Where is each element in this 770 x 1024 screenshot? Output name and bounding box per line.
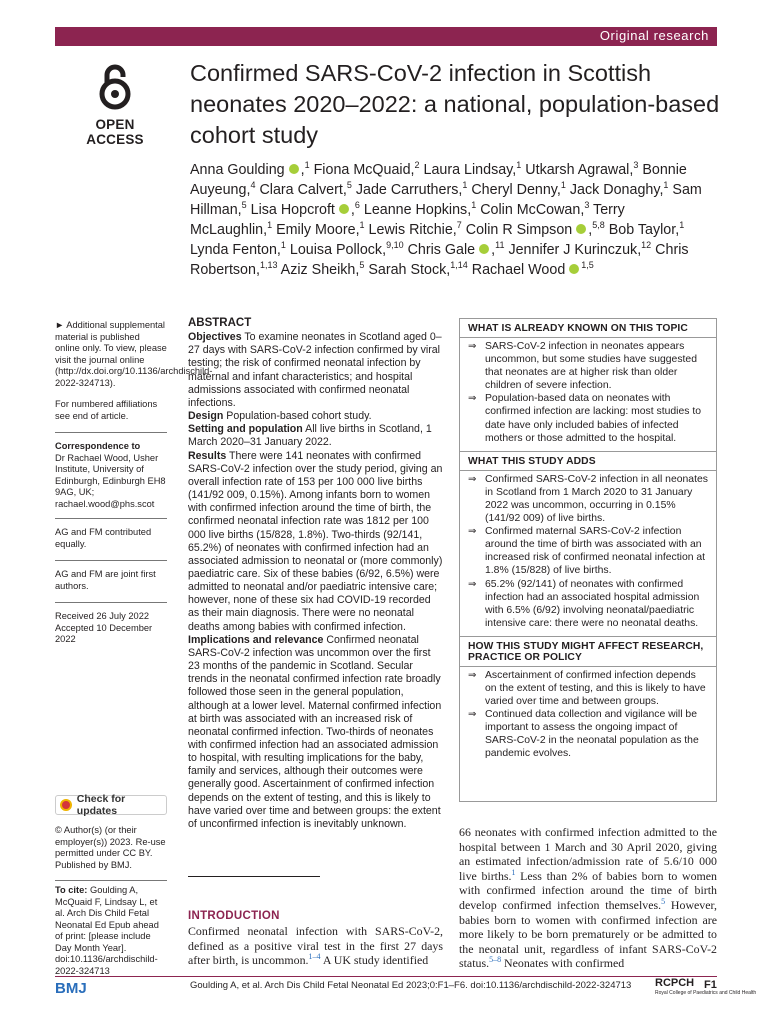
author-name: Jennifer J Kurinczuk (508, 242, 638, 258)
introduction-heading: INTRODUCTION (188, 910, 280, 922)
received-date: Received 26 July 2022 (55, 611, 150, 621)
design-label: Design (188, 410, 224, 423)
summary-point: ⇒ Confirmed SARS-CoV-2 infection in all neonates in Scotland from 1 March 2020 to 31 January 2022 was uncommon, occurring in 0.15% (141/92 009) of live births. (468, 473, 708, 525)
open-access-label: OPEN ACCESS (86, 117, 144, 147)
section-label: Original research (599, 28, 709, 43)
objectives-text: To examine neonates in Scotland aged 0–27 days with SARS-CoV-2 infection confirmed by viral testing; the risk of confirmed neonatal infection by maternal and infant characteristics; and hospital admissions associated with confirmed neonatal infections. (188, 331, 442, 409)
check-updates-label: Check for updates (76, 793, 126, 817)
affiliation-number: 11 (495, 240, 505, 251)
orcid-icon[interactable] (339, 204, 349, 214)
affiliation-number: 12 (641, 240, 652, 251)
setting-label: Setting and population (188, 423, 303, 436)
author-name: Bob Taylor (608, 222, 676, 238)
body-sentence: However, babies born to women with confirmed infection are more likely to be born prematurely or be admitted to the neonatal unit, regardless of infant SARS-CoV-2 status. (459, 897, 717, 971)
affiliation-number: 9,10 (386, 240, 404, 251)
joint-authors-note: AG and FM are joint first authors. (55, 569, 156, 591)
body-sentence: Less than 2% of babies born to women with confirmed infection around the time of birth develop confirmed infection themselves. (459, 868, 717, 912)
footer-citation: Goulding A, et al. Arch Dis Child Fetal Neonatal Ed 2023;0:F1–F6. doi:10.1136/archdischild-2022-324713 (190, 980, 632, 991)
affiliation-number: 5 (346, 180, 352, 191)
author-name: Clara Calvert (259, 182, 343, 198)
body-sentence: 66 neonates with confirmed infection admitted to the hospital between 1 March and 30 April 2020, giving an estimated infection/admission rate of 5.6/10 000 live births. (459, 825, 717, 883)
author-name: Lisa Hopcroft (250, 202, 335, 218)
introduction (188, 910, 443, 968)
section-banner (55, 27, 717, 46)
affiliation-number: 1 (679, 220, 685, 231)
summary-point: ⇒ Ascertainment of confirmed infection depends on the extent of testing, and this is likely to have varied over time and between groups. (468, 669, 708, 708)
copyright-note (55, 825, 167, 871)
body-paragraph (459, 825, 717, 971)
author-name: Jade Carruthers (355, 182, 459, 198)
known-list (460, 338, 716, 451)
author-name: Utkarsh Agrawal (525, 162, 630, 178)
affiliation-number: 3 (633, 160, 639, 171)
cite-text: Goulding A, McQuaid F, Lindsay L, et al. Arch Dis Child Fetal Neonatal Ed Epub ahead of print: [please include Day Month Year]. doi:10.1136/archdischild-2022-324713 (55, 885, 159, 976)
affiliation-number: 1 (471, 200, 477, 211)
affect-section (460, 636, 716, 767)
summary-point: ⇒ Confirmed maternal SARS-CoV-2 infection around the time of birth was associated with an increased risk of confirmed neonatal infection at 1.8% (15/828) of live births. (468, 525, 708, 577)
page-number: F1 (704, 979, 717, 991)
copyright-text: © Author(s) (or their employer(s)) 2023. Re-use permitted under CC BY. Published by BMJ. (55, 825, 166, 870)
rcpch-label: RCPCH (655, 977, 695, 989)
abstract (188, 317, 443, 831)
results-text: There were 141 neonates with confirmed SARS-CoV-2 infection over the study period, giving an overall infection rate of 153 per 100 000 live births (141/92 009, 0.15%). Among infants born to women with confirmed infection around the time of birth, the confirmed neonatal infection rate was 1812 per 100 000 live births (15/828, 1.8%). Two-thirds (92/141, 65.2%) of neonates with confirmed infection had an associated admission to neonatal or (more commonly) paediatric care. Six of these babies (6/92, 6.5%) were admitted to neonatal and/or paediatric intensive care; however, none of these six had COVID-19 recorded as their main diagnosis. There were no neonatal deaths among babies with confirmed infection. (188, 449, 443, 633)
contribution-note: AG and FM contributed equally. (55, 527, 152, 549)
author-name: Colin McCowan (480, 202, 581, 218)
open-access-icon (98, 63, 132, 111)
affiliation-number: 1,13 (259, 260, 278, 271)
author-name: Leanne Hopkins (363, 202, 468, 218)
rcpch-subtitle: Royal College of Paediatrics and Child Health (655, 990, 757, 996)
affiliation-number: 1 (560, 180, 566, 191)
introduction-text (188, 924, 443, 968)
bmj-logo: BMJ (55, 980, 87, 997)
affiliation-number: 5 (359, 260, 365, 271)
orcid-icon[interactable] (569, 264, 579, 274)
reference-link[interactable]: 5 (661, 897, 666, 906)
affiliation-number: 1 (663, 180, 669, 191)
author-name: Cheryl Denny (471, 182, 557, 198)
affiliation-number: 1 (359, 220, 365, 231)
body-sentence: Neonates with confirmed (501, 956, 625, 971)
affiliation-number: 1,14 (450, 260, 468, 271)
cite-label: To cite: (55, 885, 88, 895)
affiliation-number: 1 (267, 220, 273, 231)
author-name: Terry McLaughlin (190, 202, 625, 238)
author-name: Louisa Pollock (289, 242, 383, 258)
orcid-icon[interactable] (479, 244, 489, 254)
affiliation-number: 1 (462, 180, 468, 191)
open-access-badge (70, 63, 160, 147)
affiliation-number: 1 (280, 240, 286, 251)
summary-point: ⇒ Population-based data on neonates with confirmed infection are lacking: most studies to date have only included babies of infected mothers or those admitted to the hospital. (468, 392, 708, 444)
affect-list (460, 667, 716, 767)
intro-sentence: Confirmed neonatal infection with SARS-CoV-2, defined as a positive viral test in the first 27 days after birth, is uncommon. (188, 924, 443, 968)
accepted-date: Accepted 10 December 2022 (55, 622, 153, 644)
author-name: Chris Gale (407, 242, 476, 258)
author-name: Lewis Ritchie (368, 222, 453, 238)
known-section (460, 319, 716, 451)
summary-point: ⇒ SARS-CoV-2 infection in neonates appears uncommon, but some studies have suggested that neonates are at higher risk than older children of severe infection. (468, 340, 708, 392)
divider (55, 560, 167, 561)
summary-point: ⇒ Continued data collection and vigilance will be important to assess the ongoing impact of SARS-CoV-2 in the neonatal population as the pandemic evolves. (468, 708, 708, 760)
abstract-end-rule (188, 876, 320, 877)
summary-box (459, 318, 717, 802)
citation-box (55, 880, 167, 977)
intro-sentence: A UK study identified (320, 953, 429, 968)
affiliation-number: 3 (584, 200, 590, 211)
summary-point: ⇒ 65.2% (92/141) of neonates with confirmed infection had an associated hospital admission with 6.5% (6/92) involving neonatal/paediatric intensive care: there were no neonatal deaths. (468, 578, 708, 630)
affiliation-number: 1 (516, 160, 522, 171)
design-text: Population-based cohort study. (223, 410, 372, 423)
setting-text: All live births in Scotland, 1 March 2020–31 January 2022. (188, 423, 432, 449)
check-updates-button[interactable] (55, 795, 167, 815)
author-name: Fiona McQuaid (313, 162, 411, 178)
affiliation-number: 4 (250, 180, 256, 191)
implications-label: Implications and relevance (188, 633, 324, 646)
objectives-label: Objectives (188, 331, 242, 344)
author-name: Emily Moore (276, 222, 356, 238)
author-name: Jack Donaghy (569, 182, 660, 198)
author-name: Sarah Stock (368, 262, 447, 278)
author-name: Aziz Sheikh (280, 262, 356, 278)
author-name: Lynda Fenton (190, 242, 277, 258)
author-name: Colin R Simpson (465, 222, 573, 238)
author-name: Chris Robertson (190, 242, 689, 278)
author-name: Bonnie Auyeung (190, 162, 687, 198)
adds-section (460, 451, 716, 636)
correspondence-text: Dr Rachael Wood, Usher Institute, University of Edinburgh, Edinburgh EH8 9AG, UK; rachael.wood@phs.scot (55, 452, 166, 509)
affiliation-number: 5 (241, 200, 247, 211)
results-label: Results (188, 449, 227, 462)
orcid-icon[interactable] (289, 164, 299, 174)
orcid-icon[interactable] (576, 224, 586, 234)
affiliation-number: 7 (456, 220, 462, 231)
affiliation-number: 1 (304, 160, 310, 171)
implications-text: Confirmed neonatal SARS-CoV-2 infection was uncommon over the first 23 months of the pandemic in Scotland. Secular trends in the neonatal confirmed infection rate broadly followed those seen in the general population, although at a lower level. Maternal confirmed infection at birth was associated with an increased risk of neonatal confirmed infection. Two-thirds of neonates with confirmed infection had an associated admission to hospital, with resulting implications for the baby, family and services, although their outcomes were generally good. Ascertainment of confirmed infection depends on the extent of testing, and this is likely to have varied over time and between groups: the extent of unconfirmed infection is inevitably unknown. (188, 633, 442, 830)
author-name: Rachael Wood (471, 262, 566, 278)
divider (55, 432, 167, 433)
reference-link[interactable]: 5–8 (489, 955, 502, 965)
body-column-right (459, 825, 717, 971)
known-heading: WHAT IS ALREADY KNOWN ON THIS TOPIC (460, 319, 716, 338)
adds-list (460, 471, 716, 636)
affiliation-number: 6 (354, 200, 360, 211)
crossmark-icon (60, 799, 72, 811)
divider (55, 518, 167, 519)
supplemental-note: ► Additional supplemental material is published online only. To view, please visit the journal online (http://dx.doi.org/10.1136/archdischild-2022-324713). (55, 320, 213, 388)
affiliation-number: 1,5 (581, 260, 594, 271)
correspondence-heading: Correspondence to (55, 441, 141, 451)
article-title: Confirmed SARS-CoV-2 infection in Scottish neonates 2020–2022: a national, population-based cohort study (190, 60, 720, 148)
reference-link[interactable]: 1 (511, 867, 516, 877)
author-name: Anna Goulding (190, 162, 285, 178)
author-name: Laura Lindsay (423, 162, 513, 178)
divider (55, 602, 167, 603)
affiliations-note: For numbered affiliations see end of article. (55, 399, 158, 421)
author-list: Anna Goulding ,$^1$ Fiona McQuaid,$^2$ Laura Lindsay,$^1$ Utkarsh Agrawal,$^3$ Bonnie Auyeung,$^4$ Clara Calvert,$^5$ Jade Carruthers,$^1$ Cheryl Denny,$^1$ Jack Donaghy,$^1$ Sam Hillman,$^5$ Lisa Hopcroft ,$^6$ Leanne Hopkins,$^1$ Colin McCowan,$^3$ Terry McLaughlin,$^1$ Emily Moore,$^1$ Lewis Ritchie,$^7$ Colin R Simpson ,$^{5,8}$ Bob Taylor,$^1$ Lynda Fenton,$^1$ Louisa Pollock,$^{9,10}$ Chris Gale ,$^{11}$ Jennifer J Kurinczuk,$^{12}$ Chris Robertson,$^{1,13}$ Aziz Sheikh,$^5$ Sarah Stock,$^{1,14}$ Rachael Wood $^{1,5}$ (190, 160, 702, 278)
abstract-heading: ABSTRACT (188, 317, 252, 329)
adds-heading: WHAT THIS STUDY ADDS (460, 452, 716, 471)
affiliation-number: 2 (414, 160, 420, 171)
author-name: Sam Hillman (190, 182, 702, 218)
affect-heading: HOW THIS STUDY MIGHT AFFECT RESEARCH, PRACTICE OR POLICY (460, 637, 716, 667)
affiliation-number: 5,8 (592, 220, 605, 231)
reference-link[interactable]: 1–4 (308, 952, 321, 962)
